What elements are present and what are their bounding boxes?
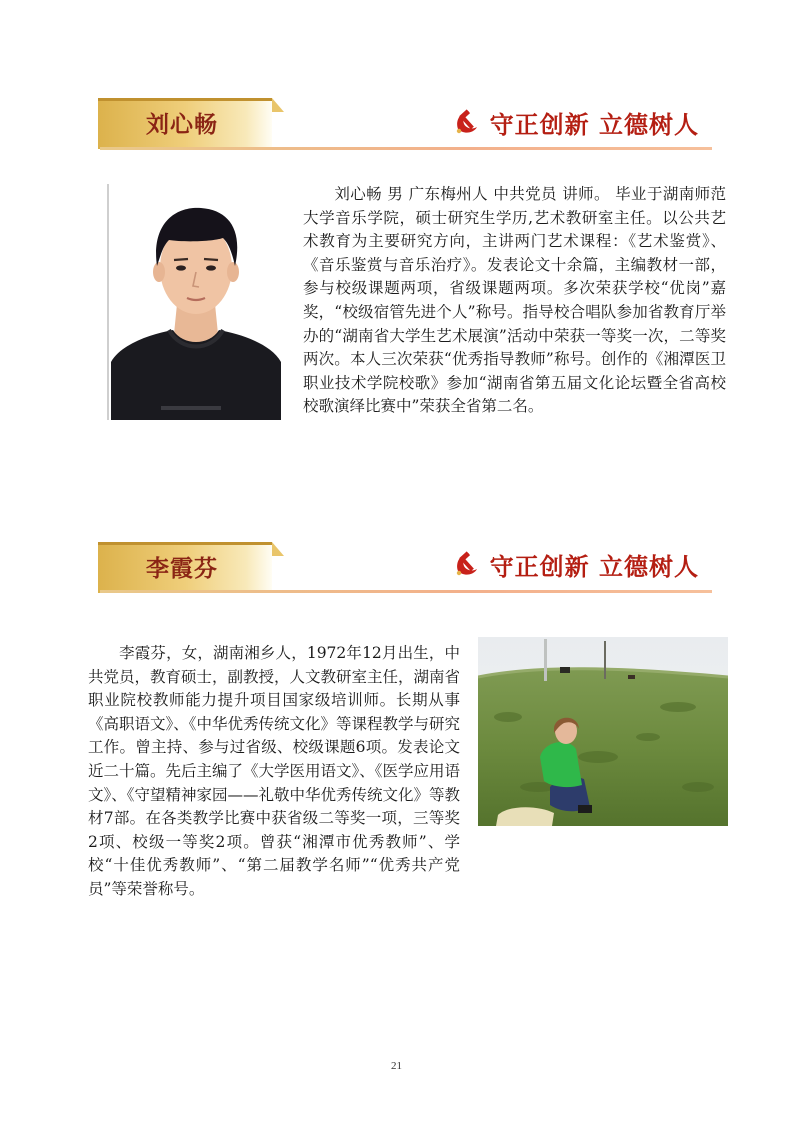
name-banner bbox=[98, 98, 272, 149]
grassland-photo-image bbox=[478, 637, 728, 826]
profile-name: 李霞芬 bbox=[146, 556, 218, 582]
slogan-text: 守正创新 立德树人 bbox=[489, 110, 699, 139]
portrait-photo-image bbox=[111, 184, 281, 420]
profile-name: 刘心畅 bbox=[146, 112, 218, 138]
name-banner bbox=[98, 542, 272, 593]
page-number: 21 bbox=[391, 1060, 402, 1072]
slogan-banner bbox=[452, 102, 699, 142]
hammer-sickle-emblem-icon bbox=[452, 549, 482, 579]
profile-bio-text: 李霞芬，女，湖南湘乡人，1972年12月出生，中共党员，教育硕士，副教授，人文教研室主任，湖南省职业院校教师能力提升项目国家级培训师。长期从事《高职语文》、《中华优秀传统文化》等课程教学与研究工作。曾主持、参与过省级、校级课题6项。发表论文近二十篇。先后主编了《大学医用语文》、《医学应用语文》、《守望精神家园——礼敬中华优秀传统文化》等教材7部。在各类教学比赛中获省级二等奖一项，三等奖2项、校级一等奖2项。曾获“湘潭市优秀教师”、学校“十佳优秀教师”、“第二届教学名师”“优秀共产党员”等荣誉称号。 bbox=[88, 644, 461, 898]
portrait-photo bbox=[111, 184, 281, 420]
profile-bio-text: 刘心畅 男 广东梅州人 中共党员 讲师。 毕业于湖南师范大学音乐学院，硕士研究生学历,艺术教研室主任。以公共艺术教育为主要研究方向，主讲两门艺术课程：《艺术鉴赏》、《音乐鉴赏与音乐治疗》。发表论文十余篇，主编教材一部，参与校级课题两项，省级课题两项。多次荣获学校“优岗”嘉奖，“校级宿管先进个人”称号。指导校合唱队参加省教育厅举办的“湖南省大学生艺术展演”活动中荣获一等奖一次，二等奖两次。本人三次荣获“优秀指导教师”称号。创作的《湘潭医卫职业技术学院校歌》参加“湖南省第五届文化论坛暨全省高校校歌演绎比赛中”荣获全省第二名。 bbox=[303, 185, 726, 416]
grassland-photo bbox=[478, 637, 728, 826]
slogan-text: 守正创新 立德树人 bbox=[489, 552, 699, 581]
slogan-banner bbox=[452, 544, 699, 584]
hammer-sickle-emblem-icon bbox=[452, 107, 482, 137]
profile-bio bbox=[303, 183, 726, 419]
header-rule bbox=[100, 590, 712, 593]
photo-border-line bbox=[107, 184, 109, 420]
header-rule bbox=[100, 147, 712, 150]
profile-bio bbox=[88, 642, 460, 902]
